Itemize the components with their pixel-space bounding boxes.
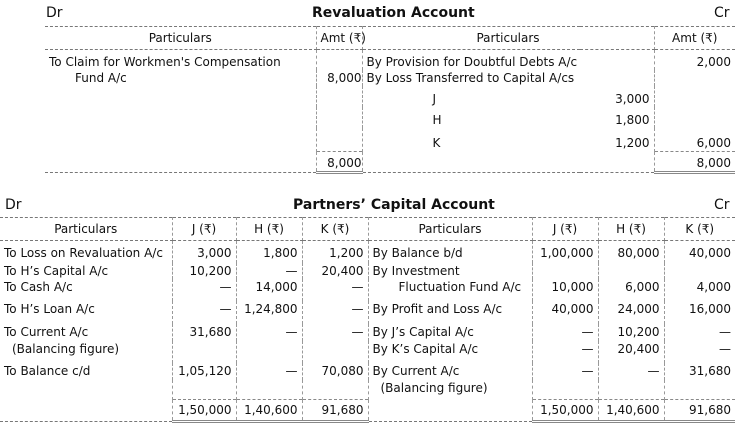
rev-title: Revaluation Account — [312, 5, 475, 21]
cap-credit-k: 16,000 — [689, 301, 731, 316]
cap-debit-h: — — [236, 324, 302, 341]
cap-header-particulars-dr: Particulars — [0, 218, 172, 241]
cap-credit-j: 40,000 — [532, 301, 598, 324]
cap-debit-j: 3,000 — [172, 241, 236, 263]
cap-credit-k: — — [719, 324, 731, 339]
cap-credit-total-k: 91,680 — [664, 400, 735, 422]
cap-credit-total-j: 1,50,000 — [532, 400, 598, 422]
cap-debit-total-h: 1,40,600 — [236, 400, 302, 422]
cap-debit-h: 14,000 — [236, 279, 302, 301]
rev-debit-line2: Fund A/c — [45, 70, 316, 86]
cap-debit-particular-line2: (Balancing figure) — [0, 341, 172, 363]
rev-header-particulars-cr: Particulars — [362, 27, 654, 50]
cap-debit-j: 1,05,120 — [172, 363, 236, 380]
rev-loss-total: 6,000 — [696, 135, 732, 150]
cap-debit-h: — — [236, 263, 302, 279]
rev-dr-label: Dr — [46, 5, 63, 21]
rev-debit-amount: 8,000 — [316, 70, 362, 86]
cap-debit-j: — — [172, 279, 236, 301]
cap-debit-k: — — [302, 324, 368, 341]
cap-debit-total-k: 91,680 — [302, 400, 368, 422]
cap-debit-h: 1,800 — [236, 241, 302, 263]
cap-debit-total-j: 1,50,000 — [172, 400, 236, 422]
cap-credit-j: — — [532, 363, 598, 380]
cap-debit-particular: To H’s Loan A/c — [0, 301, 172, 324]
cap-credit-k: 4,000 — [696, 279, 731, 294]
cap-credit-particular: By K’s Capital A/c — [368, 341, 532, 363]
rev-credit-total: 8,000 — [654, 151, 735, 172]
rev-partner-name: K — [432, 136, 441, 150]
cap-debit-k: 1,200 — [302, 241, 368, 263]
cap-credit-j: — — [532, 324, 598, 341]
cap-header-h-dr: H (₹) — [236, 218, 302, 241]
cap-header-j-dr: J (₹) — [172, 218, 236, 241]
cap-credit-particular: By Profit and Loss A/c — [368, 301, 532, 324]
cap-debit-particular: To H’s Capital A/c — [0, 263, 172, 279]
cap-header-h-cr: H (₹) — [598, 218, 664, 241]
cap-credit-k: 31,680 — [689, 363, 731, 378]
cap-credit-particular: By J’s Capital A/c — [368, 324, 532, 341]
cap-credit-h: 20,400 — [598, 341, 664, 363]
cap-debit-h: — — [236, 363, 302, 380]
rev-header-amt-dr: Amt (₹) — [316, 27, 362, 50]
cap-debit-particular: To Loss on Revaluation A/c — [0, 241, 172, 263]
rev-partner-amt: 1,200 — [580, 128, 654, 151]
rev-credit-provision: By Provision for Doubtful Debts A/c — [366, 55, 578, 69]
cap-debit-particular: To Balance c/d — [0, 363, 172, 380]
cap-credit-particular-line2: (Balancing figure) — [368, 380, 532, 400]
cap-cr-label: Cr — [714, 197, 730, 213]
cap-credit-h: 24,000 — [598, 301, 664, 324]
cap-credit-particular: By Balance b/d — [368, 241, 532, 263]
cap-credit-k: — — [719, 341, 731, 356]
cap-credit-h: 6,000 — [598, 279, 664, 301]
cap-credit-particular-line2: Fluctuation Fund A/c — [368, 279, 532, 301]
cap-credit-h: 10,200 — [598, 324, 664, 341]
cap-credit-k: 40,000 — [689, 246, 731, 260]
rev-partner-name: H — [432, 113, 442, 127]
cap-debit-k: — — [302, 279, 368, 301]
rev-debit-total: 8,000 — [316, 151, 362, 172]
cap-debit-k: 70,080 — [302, 363, 368, 380]
rev-debit-line1: To Claim for Workmen's Compensation — [45, 50, 316, 71]
rev-partner-name: J — [432, 92, 437, 106]
cap-credit-j: — — [532, 341, 598, 363]
cap-debit-particular: To Current A/c — [0, 324, 172, 341]
cap-debit-particular: To Cash A/c — [0, 279, 172, 301]
cap-credit-j: 10,000 — [532, 279, 598, 301]
cap-credit-particular: By Current A/c — [368, 363, 532, 380]
cap-title: Partners’ Capital Account — [293, 197, 495, 213]
cap-debit-j: 10,200 — [172, 263, 236, 279]
cap-credit-total-h: 1,40,600 — [598, 400, 664, 422]
cap-header-k-cr: K (₹) — [664, 218, 735, 241]
capital-table — [0, 217, 735, 423]
cap-header-j-cr: J (₹) — [532, 218, 598, 241]
cap-debit-j: — — [172, 301, 236, 324]
rev-header-amt-cr: Amt (₹) — [654, 27, 735, 50]
cap-dr-label: Dr — [5, 197, 22, 213]
rev-header-particulars-dr: Particulars — [45, 27, 316, 50]
cap-credit-particular: By Investment — [368, 263, 532, 279]
rev-partner-amt: 3,000 — [580, 86, 654, 107]
rev-credit-loss: By Loss Transferred to Capital A/cs — [366, 71, 575, 85]
cap-debit-k: 20,400 — [302, 263, 368, 279]
cap-debit-j: 31,680 — [172, 324, 236, 341]
cap-credit-j: 1,00,000 — [532, 241, 598, 263]
revaluation-table — [45, 26, 735, 174]
rev-partner-amt: 1,800 — [580, 107, 654, 128]
cap-credit-h: — — [598, 363, 664, 380]
cap-header-particulars-cr: Particulars — [368, 218, 532, 241]
rev-credit-provision-amt: 2,000 — [696, 55, 732, 69]
cap-header-k-dr: K (₹) — [302, 218, 368, 241]
cap-debit-h: 1,24,800 — [236, 301, 302, 324]
cap-debit-k: — — [302, 301, 368, 324]
rev-cr-label: Cr — [714, 5, 730, 21]
cap-credit-h: 80,000 — [598, 241, 664, 263]
